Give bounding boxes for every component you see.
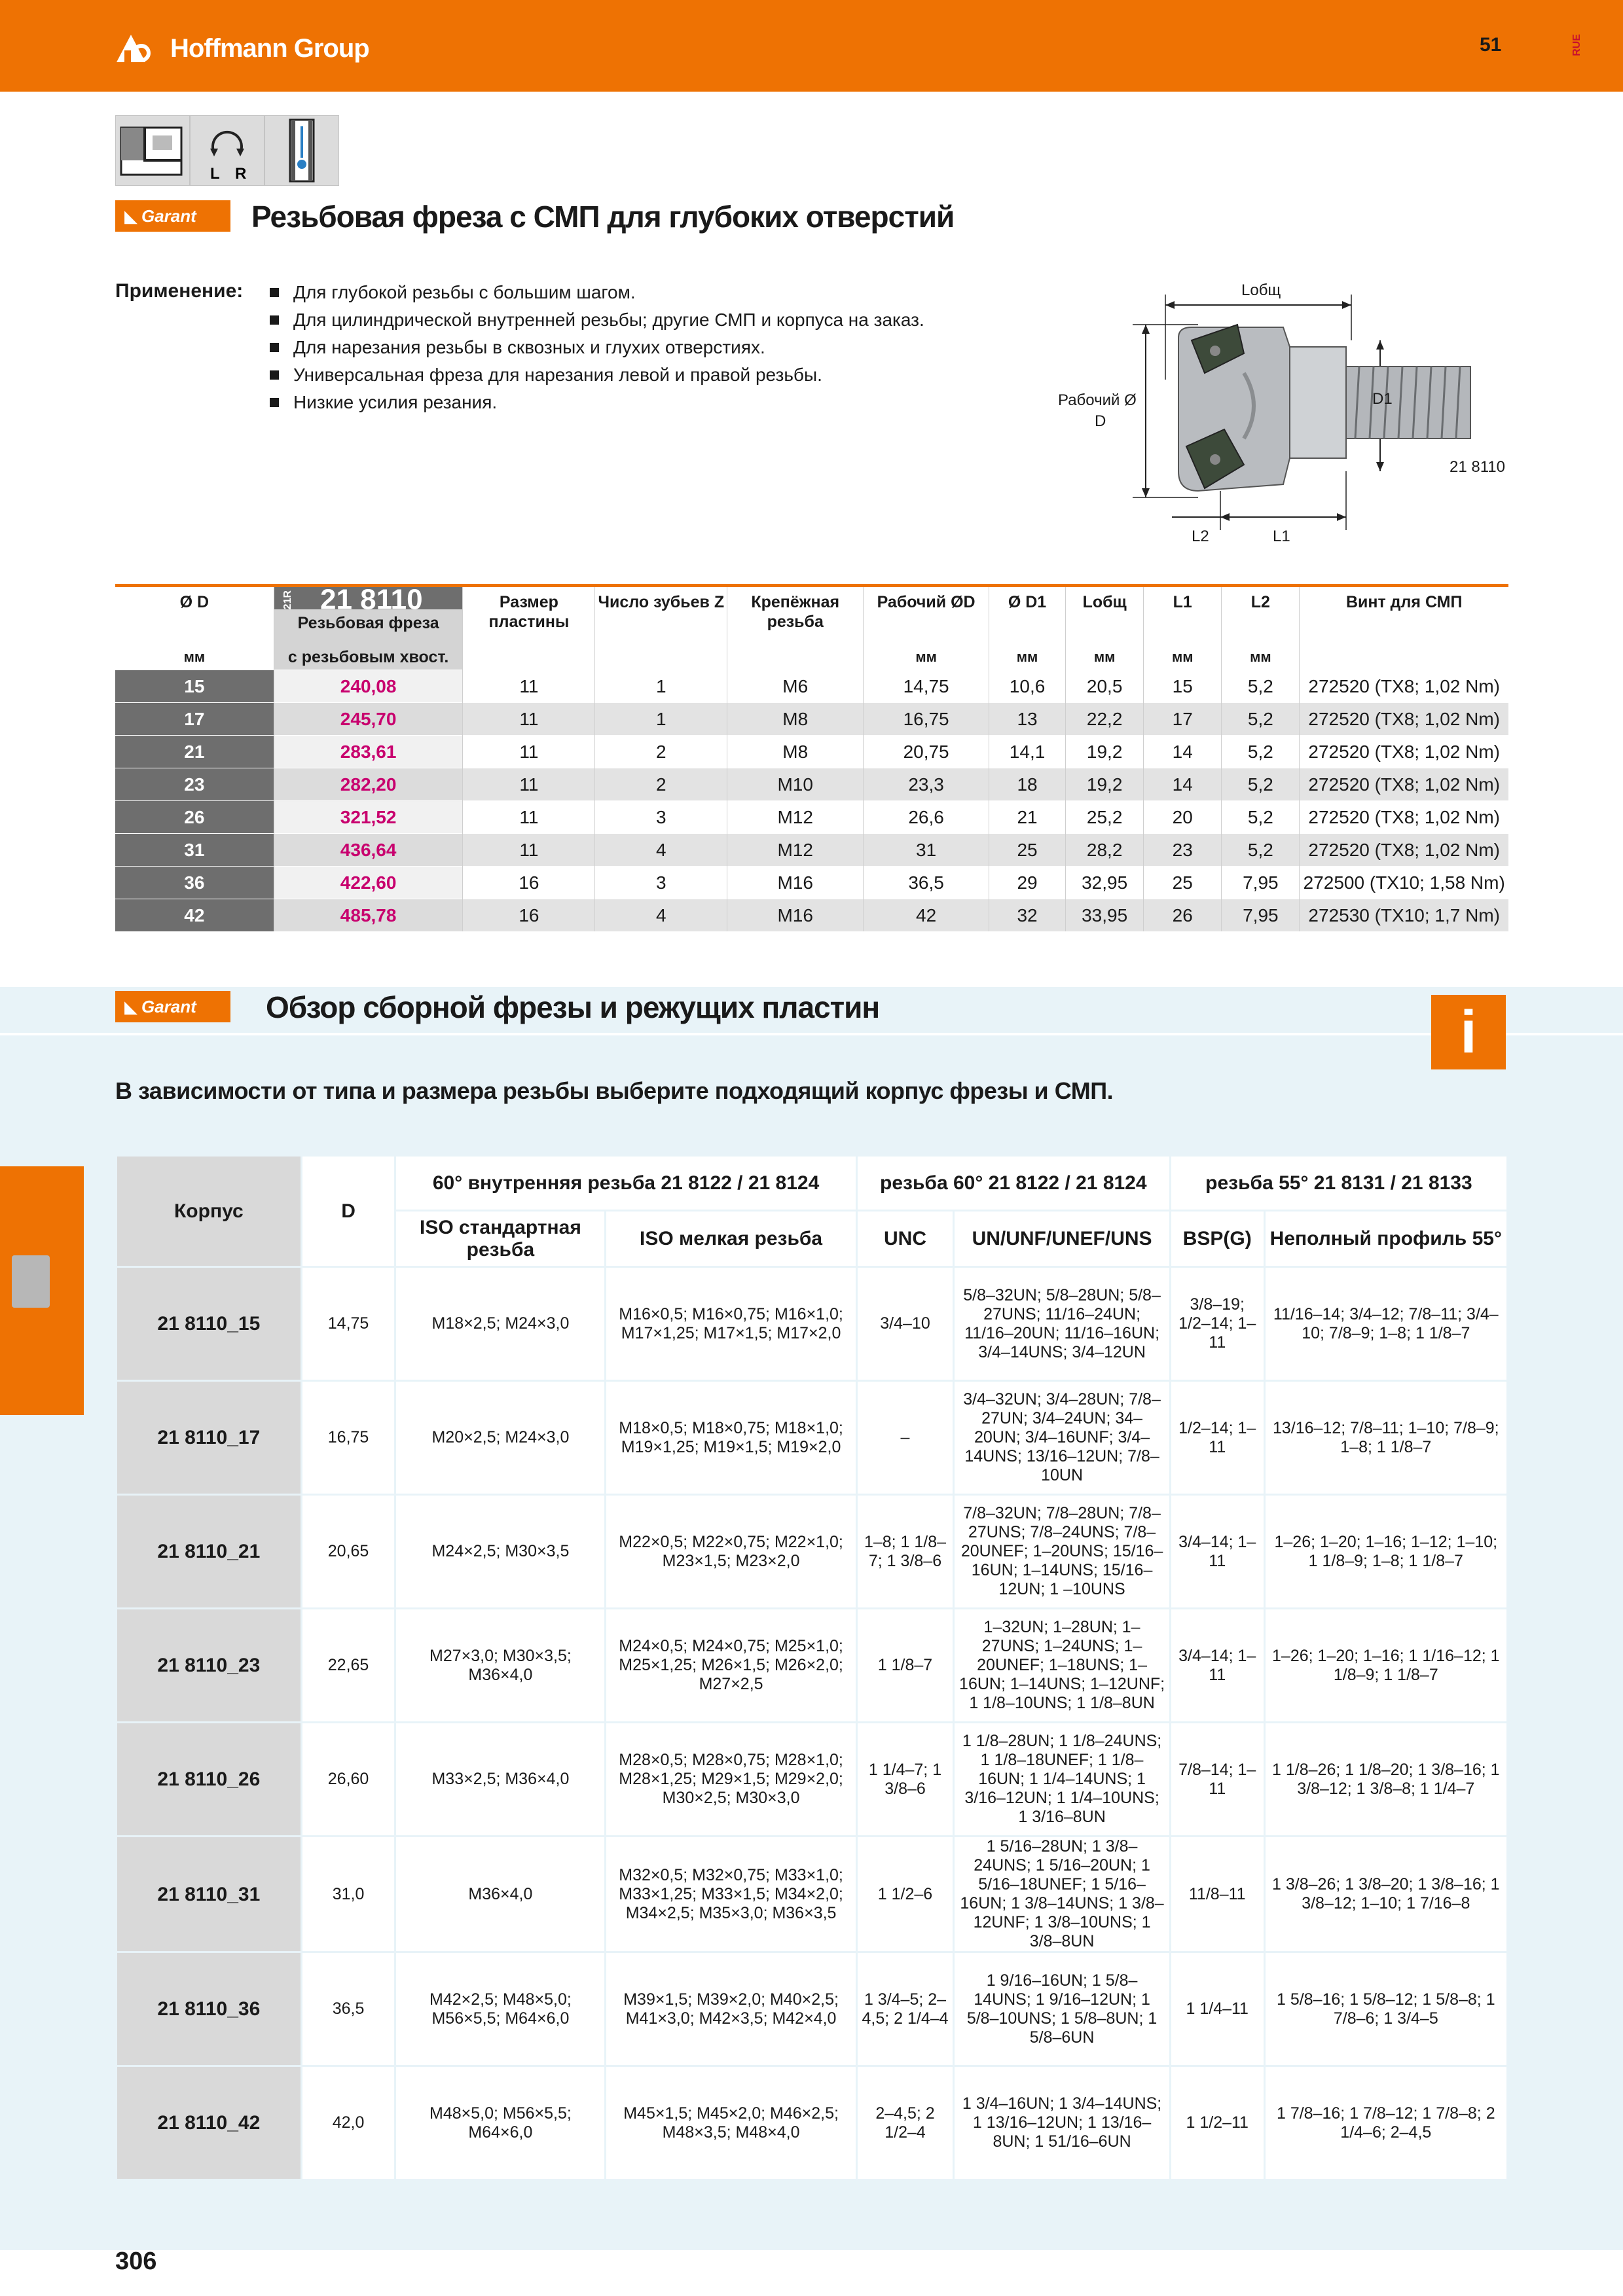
cell-d1: 14,1: [989, 736, 1066, 768]
overview-table: [115, 1155, 1508, 2181]
cell-l-total: 22,2: [1066, 703, 1144, 736]
cell-price[interactable]: 436,64: [274, 834, 463, 867]
cell-d: 17: [115, 703, 274, 736]
table-row: [117, 1723, 1508, 1837]
cell-bsp: 7/8–14; 1–11: [1170, 1723, 1264, 1837]
col-iso-std: ISO стандартная резьба: [395, 1211, 606, 1267]
cell-iso-fine: M39×1,5; M39×2,0; M40×2,5; M41×3,0; M42×3,5; M42×4,0: [606, 1952, 856, 2066]
cell-iso-std: M24×2,5; M30×3,5: [395, 1495, 606, 1609]
cell-iso-fine: M45×1,5; M45×2,0; M46×2,5; M48×3,5; M48×4,0: [606, 2066, 856, 2180]
cell-body: 21 8110_17: [117, 1381, 302, 1495]
table-row: [117, 1495, 1508, 1609]
cell-bsp: 1/2–14; 1–11: [1170, 1381, 1264, 1495]
cell-price[interactable]: 245,70: [274, 703, 463, 736]
group-55-thread: резьба 55° 21 8131 / 21 8133: [1170, 1156, 1507, 1211]
cell-working-d: 36,5: [864, 867, 989, 899]
cell-d: 31,0: [301, 1837, 395, 1952]
cell-working-d: 20,75: [864, 736, 989, 768]
cell-screw: 272500 (TX10; 1,58 Nm): [1300, 867, 1508, 899]
cell-unc: 1 1/4–7; 1 3/8–6: [856, 1723, 954, 1837]
group-60-thread: резьба 60° 21 8122 / 21 8124: [856, 1156, 1170, 1211]
cell-iso-std: M18×2,5; M24×3,0: [395, 1267, 606, 1381]
cell-d1: 18: [989, 768, 1066, 801]
cell-price[interactable]: 283,61: [274, 736, 463, 768]
garant-badge: [115, 991, 230, 1022]
cell-d1: 25: [989, 834, 1066, 867]
cell-l-total: 28,2: [1066, 834, 1144, 867]
cell-l-total: 32,95: [1066, 867, 1144, 899]
cell-un: 1 9/16–16UN; 1 5/8–14UNS; 1 9/16–12UN; 1 5/8–10UNS; 1 5/8–8UN; 1 5/8–6UN: [954, 1952, 1171, 2066]
unit-l2: мм: [1222, 639, 1300, 670]
cell-d: 26: [115, 801, 274, 834]
cell-iso-fine: M32×0,5; M32×0,75; M33×1,0; M33×1,25; M33×1,5; M34×2,0; M34×2,5; M35×3,0; M36×3,5: [606, 1837, 856, 1952]
cell-fixing-thread: M16: [727, 867, 864, 899]
col-d1: Ø D1: [989, 586, 1066, 640]
table-row: [117, 1837, 1508, 1952]
unit-d1: мм: [989, 639, 1066, 670]
cell-insert-size: 16: [463, 867, 595, 899]
left-right-rotation-icon: [190, 115, 264, 186]
brand-name: Hoffmann Group: [170, 33, 369, 63]
cell-l-total: 19,2: [1066, 736, 1144, 768]
cell-iso-std: M36×4,0: [395, 1837, 606, 1952]
cell-bsp: 3/8–19; 1/2–14; 1–11: [1170, 1267, 1264, 1381]
cell-l1: 15: [1144, 670, 1222, 703]
table-row: [117, 1381, 1508, 1495]
cell-un: 5/8–32UN; 5/8–28UN; 5/8–27UNS; 11/16–24UN; 11/16–20UN; 11/16–16UN; 3/4–14UNS; 3/4–12UN: [954, 1267, 1171, 1381]
cell-iso-fine: M28×0,5; M28×0,75; M28×1,0; M28×1,25; M29×1,5; M29×2,0; M30×2,5; M30×3,0: [606, 1723, 856, 1837]
cell-insert-size: 11: [463, 736, 595, 768]
col-d: D: [301, 1156, 395, 1267]
cell-d1: 32: [989, 899, 1066, 932]
cell-bsp: 3/4–14; 1–11: [1170, 1495, 1264, 1609]
brand-logo: [115, 30, 369, 67]
page-number-top: 51: [1480, 34, 1502, 56]
cell-partial: 1 1/8–26; 1 1/8–20; 1 3/8–16; 1 3/8–12; 1 3/8–8; 1 1/4–7: [1264, 1723, 1507, 1837]
table-row: [115, 670, 1508, 703]
cell-teeth: 4: [595, 899, 727, 932]
cell-d: 16,75: [301, 1381, 395, 1495]
cell-insert-size: 11: [463, 670, 595, 703]
cell-l1: 25: [1144, 867, 1222, 899]
drawing-code: 21 8110: [1450, 458, 1505, 476]
cell-un: 7/8–32UN; 7/8–28UN; 7/8–27UNS; 7/8–24UNS; 7/8–20UNEF; 1–20UNS; 15/16–16UN; 1–14UNS; 15/16–12UN; 1 –10UNS: [954, 1495, 1171, 1609]
working-d-label-1: Рабочий Ø: [1058, 391, 1137, 409]
cell-unc: 1 3/4–5; 2–4,5; 2 1/4–4: [856, 1952, 954, 2066]
cell-fixing-thread: M16: [727, 899, 864, 932]
cell-body: 21 8110_21: [117, 1495, 302, 1609]
overview-intro: В зависимости от типа и размера резьбы выберите подходящий корпус фрезы и СМП.: [115, 1077, 1114, 1104]
cell-unc: –: [856, 1381, 954, 1495]
cell-d: 42,0: [301, 2066, 395, 2180]
cell-l-total: 20,5: [1066, 670, 1144, 703]
cell-teeth: 3: [595, 801, 727, 834]
cell-screw: 272520 (TX8; 1,02 Nm): [1300, 703, 1508, 736]
l2-label: L2: [1192, 528, 1209, 545]
cell-d1: 29: [989, 867, 1066, 899]
cell-d: 36: [115, 867, 274, 899]
cell-unc: 1–8; 1 1/8–7; 1 3/8–6: [856, 1495, 954, 1609]
cell-insert-size: 11: [463, 703, 595, 736]
cell-partial: 1 3/8–26; 1 3/8–20; 1 3/8–16; 1 3/8–12; 1–10; 1 7/16–8: [1264, 1837, 1507, 1952]
threaded-tool-icon: [12, 1255, 50, 1308]
cell-partial: 1–26; 1–20; 1–16; 1–12; 1–10; 1 1/8–9; 1–8; 1 1/8–7: [1264, 1495, 1507, 1609]
unit-l-total: мм: [1066, 639, 1144, 670]
rotation-left-label: L: [210, 165, 220, 183]
cell-teeth: 1: [595, 703, 727, 736]
cell-d: 36,5: [301, 1952, 395, 2066]
cell-body: 21 8110_23: [117, 1609, 302, 1723]
table-row: [115, 899, 1508, 932]
cell-partial: 1 7/8–16; 1 7/8–12; 1 7/8–8; 2 1/4–6; 2–4,5: [1264, 2066, 1507, 2180]
unit-l1: мм: [1144, 639, 1222, 670]
table-row: [115, 736, 1508, 768]
cell-d: 14,75: [301, 1267, 395, 1381]
cell-screw: 272520 (TX8; 1,02 Nm): [1300, 834, 1508, 867]
cell-un: 3/4–32UN; 3/4–28UN; 7/8–27UN; 3/4–24UN; 34–20UN; 3/4–16UNF; 3/4–14UNS; 13/16–12UN; 7/8–10UN: [954, 1381, 1171, 1495]
groove-profile-icon: [115, 115, 190, 186]
unit-working-d: мм: [864, 639, 989, 670]
cell-unc: 2–4,5; 2 1/2–4: [856, 2066, 954, 2180]
overview-title: Обзор сборной фрезы и режущих пластин: [266, 990, 880, 1024]
application-item: Для нарезания резьбы в сквозных и глухих отверстиях.: [270, 334, 924, 361]
cell-iso-fine: M16×0,5; M16×0,75; M16×1,0; M17×1,25; M17×1,5; M17×2,0: [606, 1267, 856, 1381]
cell-l2: 5,2: [1222, 834, 1300, 867]
code-number: 21 8110: [320, 583, 423, 616]
hoffmann-logo-icon: [115, 32, 162, 65]
cell-d1: 10,6: [989, 670, 1066, 703]
l1-label: L1: [1273, 528, 1290, 545]
cell-teeth: 4: [595, 834, 727, 867]
col-insert-size: Размер пластины: [463, 586, 595, 670]
col-partial: Неполный профиль 55°: [1264, 1211, 1507, 1267]
cell-price[interactable]: 240,08: [274, 670, 463, 703]
table-row: [117, 1609, 1508, 1723]
cell-iso-std: M20×2,5; M24×3,0: [395, 1381, 606, 1495]
cell-bsp: 1 1/4–11: [1170, 1952, 1264, 2066]
col-d: Ø D: [115, 586, 274, 640]
table-row: [117, 1952, 1508, 2066]
cell-teeth: 1: [595, 670, 727, 703]
coolant-through-icon: [264, 115, 339, 186]
cell-d: 20,65: [301, 1495, 395, 1609]
cell-l2: 5,2: [1222, 703, 1300, 736]
cell-d1: 21: [989, 801, 1066, 834]
cell-body: 21 8110_42: [117, 2066, 302, 2180]
col-fixing-thread: Крепёжная резьба: [727, 586, 864, 670]
cell-d: 31: [115, 834, 274, 867]
cell-iso-fine: M24×0,5; M24×0,75; M25×1,0; M25×1,25; M26×1,5; M26×2,0; M27×2,5: [606, 1609, 856, 1723]
info-icon[interactable]: i: [1431, 995, 1506, 1069]
cell-d: 26,60: [301, 1723, 395, 1837]
cell-body: 21 8110_15: [117, 1267, 302, 1381]
col-iso-fine: ISO мелкая резьба: [606, 1211, 856, 1267]
table-row: [115, 768, 1508, 801]
cell-partial: 1–26; 1–20; 1–16; 1 1/16–12; 1 1/8–9; 1 1/8–7: [1264, 1609, 1507, 1723]
application-item: Низкие усилия резания.: [270, 389, 924, 416]
application-list: [270, 279, 924, 416]
cell-partial: 1 5/8–16; 1 5/8–12; 1 5/8–8; 1 7/8–6; 1 3/4–5: [1264, 1952, 1507, 2066]
cell-fixing-thread: M6: [727, 670, 864, 703]
garant-logo-icon: ◣: [124, 996, 137, 1016]
cell-price[interactable]: 321,52: [274, 801, 463, 834]
cell-un: 1 1/8–28UN; 1 1/8–24UNS; 1 1/8–18UNEF; 1 1/8–16UN; 1 1/4–14UNS; 1 3/16–12UN; 1 1/4–10UNS; 1 3/16–8UN: [954, 1723, 1171, 1837]
language-tag: RUE: [1571, 34, 1582, 56]
cell-l1: 14: [1144, 736, 1222, 768]
cell-l2: 5,2: [1222, 801, 1300, 834]
cell-screw: 272520 (TX8; 1,02 Nm): [1300, 670, 1508, 703]
group-iso-internal: 60° внутренняя резьба 21 8122 / 21 8124: [395, 1156, 856, 1211]
unit-d: мм: [183, 649, 206, 666]
product-title: Резьбовая фреза с СМП для глубоких отверстий: [251, 200, 955, 234]
cell-iso-std: M42×2,5; M48×5,0; M56×5,5; M64×6,0: [395, 1952, 606, 2066]
page-number-bottom: 306: [115, 2248, 157, 2275]
application-item: Универсальная фреза для нарезания левой и правой резьбы.: [270, 361, 924, 389]
garant-badge-text: Garant: [141, 996, 196, 1016]
cell-partial: 13/16–12; 7/8–11; 1–10; 7/8–9; 1–8; 1 1/8–7: [1264, 1381, 1507, 1495]
application-label: Применение:: [115, 280, 244, 302]
tool-drawing: [1048, 275, 1519, 550]
col-body: Корпус: [117, 1156, 302, 1267]
cell-unc: 3/4–10: [856, 1267, 954, 1381]
cell-d1: 13: [989, 703, 1066, 736]
cell-iso-std: M27×3,0; M30×3,5; M36×4,0: [395, 1609, 606, 1723]
cell-d: 42: [115, 899, 274, 932]
cell-partial: 11/16–14; 3/4–12; 7/8–11; 3/4–10; 7/8–9; 1–8; 1 1/8–7: [1264, 1267, 1507, 1381]
cell-l1: 23: [1144, 834, 1222, 867]
cell-bsp: 11/8–11: [1170, 1837, 1264, 1952]
garant-badge: [115, 200, 230, 232]
cell-d: 22,65: [301, 1609, 395, 1723]
cell-body: 21 8110_26: [117, 1723, 302, 1837]
col-l2: L2: [1222, 586, 1300, 640]
col-l-total: Lобщ: [1066, 586, 1144, 640]
col-screw: Винт для СМП: [1300, 586, 1508, 670]
code-prefix: 21R: [282, 590, 293, 610]
cell-l2: 7,95: [1222, 867, 1300, 899]
cell-working-d: 42: [864, 899, 989, 932]
cell-l1: 26: [1144, 899, 1222, 932]
col-code: [274, 583, 463, 616]
cell-insert-size: 16: [463, 899, 595, 932]
cell-un: 1 5/16–28UN; 1 3/8–24UNS; 1 5/16–20UN; 1 5/16–18UNEF; 1 5/16–16UN; 1 3/8–14UNS; 1 3/8–12UNF; 1 3/8–10UNS; 1 3/8–8UN: [954, 1837, 1171, 1952]
cell-screw: 272520 (TX8; 1,02 Nm): [1300, 801, 1508, 834]
d1-label: D1: [1372, 390, 1393, 408]
cell-screw: 272520 (TX8; 1,02 Nm): [1300, 768, 1508, 801]
cell-price[interactable]: 282,20: [274, 768, 463, 801]
cell-teeth: 3: [595, 867, 727, 899]
cell-l-total: 33,95: [1066, 899, 1144, 932]
cell-working-d: 23,3: [864, 768, 989, 801]
cell-bsp: 1 1/2–11: [1170, 2066, 1264, 2180]
cell-l-total: 19,2: [1066, 768, 1144, 801]
table-row: [117, 2066, 1508, 2180]
application-item: Для глубокой резьбы с большим шагом.: [270, 279, 924, 306]
rotation-right-label: R: [235, 165, 247, 183]
cell-unc: 1 1/8–7: [856, 1609, 954, 1723]
cell-bsp: 3/4–14; 1–11: [1170, 1609, 1264, 1723]
col-unc: UNC: [856, 1211, 954, 1267]
cell-fixing-thread: M12: [727, 834, 864, 867]
col-teeth: Число зубьев Z: [595, 586, 727, 670]
cell-insert-size: 11: [463, 768, 595, 801]
garant-badge-text: Garant: [141, 206, 196, 226]
cell-insert-size: 11: [463, 801, 595, 834]
cell-body: 21 8110_36: [117, 1952, 302, 2066]
cell-screw: 272530 (TX10; 1,7 Nm): [1300, 899, 1508, 932]
col-code-sub2: с резьбовым хвост.: [274, 639, 463, 670]
cell-un: 1 3/4–16UN; 1 3/4–14UNS; 1 13/16–12UN; 1 13/16–8UN; 1 51/16–6UN: [954, 2066, 1171, 2180]
col-working-d: Рабочий ØD: [864, 586, 989, 640]
cell-fixing-thread: M10: [727, 768, 864, 801]
cell-d: 15: [115, 670, 274, 703]
cell-fixing-thread: M12: [727, 801, 864, 834]
cell-l2: 5,2: [1222, 670, 1300, 703]
cell-unc: 1 1/2–6: [856, 1837, 954, 1952]
cell-price[interactable]: 485,78: [274, 899, 463, 932]
product-table: [115, 584, 1508, 931]
cell-un: 1–32UN; 1–28UN; 1–27UNS; 1–24UNS; 1–20UNEF; 1–18UNS; 1–16UN; 1–14UNS; 1–12UNF; 1 1/8–10UNS; 1 1/8–8UN: [954, 1609, 1171, 1723]
cell-insert-size: 11: [463, 834, 595, 867]
l-total-label: Lобщ: [1241, 281, 1281, 299]
cell-l2: 5,2: [1222, 768, 1300, 801]
working-d-label-2: D: [1095, 412, 1106, 430]
cell-l1: 17: [1144, 703, 1222, 736]
cell-price[interactable]: 422,60: [274, 867, 463, 899]
cell-l2: 5,2: [1222, 736, 1300, 768]
cell-iso-fine: M18×0,5; M18×0,75; M18×1,0; M19×1,25; M19×1,5; M19×2,0: [606, 1381, 856, 1495]
col-code-sub1: Резьбовая фреза: [274, 609, 463, 639]
cell-d: 23: [115, 768, 274, 801]
cell-teeth: 2: [595, 768, 727, 801]
garant-logo-icon: ◣: [124, 206, 137, 226]
col-bsp: BSP(G): [1170, 1211, 1264, 1267]
table-row: [115, 703, 1508, 736]
table-row: [117, 1267, 1508, 1381]
cell-l-total: 25,2: [1066, 801, 1144, 834]
cell-working-d: 31: [864, 834, 989, 867]
cell-iso-std: M48×5,0; M56×5,5; M64×6,0: [395, 2066, 606, 2180]
cell-fixing-thread: M8: [727, 736, 864, 768]
col-l1: L1: [1144, 586, 1222, 640]
table-row: [115, 834, 1508, 867]
cell-d: 21: [115, 736, 274, 768]
cell-l1: 20: [1144, 801, 1222, 834]
cell-teeth: 2: [595, 736, 727, 768]
cell-working-d: 26,6: [864, 801, 989, 834]
cell-body: 21 8110_31: [117, 1837, 302, 1952]
table-row: [115, 867, 1508, 899]
application-item: Для цилиндрической внутренней резьбы; другие СМП и корпуса на заказ.: [270, 306, 924, 334]
col-un: UN/UNF/UNEF/UNS: [954, 1211, 1171, 1267]
cell-screw: 272520 (TX8; 1,02 Nm): [1300, 736, 1508, 768]
cell-working-d: 16,75: [864, 703, 989, 736]
table-row: [115, 801, 1508, 834]
cell-l1: 14: [1144, 768, 1222, 801]
cell-iso-fine: M22×0,5; M22×0,75; M22×1,0; M23×1,5; M23×2,0: [606, 1495, 856, 1609]
cell-working-d: 14,75: [864, 670, 989, 703]
cell-l2: 7,95: [1222, 899, 1300, 932]
overview-divider: [0, 1033, 1623, 1035]
cell-fixing-thread: M8: [727, 703, 864, 736]
cell-iso-std: M33×2,5; M36×4,0: [395, 1723, 606, 1837]
